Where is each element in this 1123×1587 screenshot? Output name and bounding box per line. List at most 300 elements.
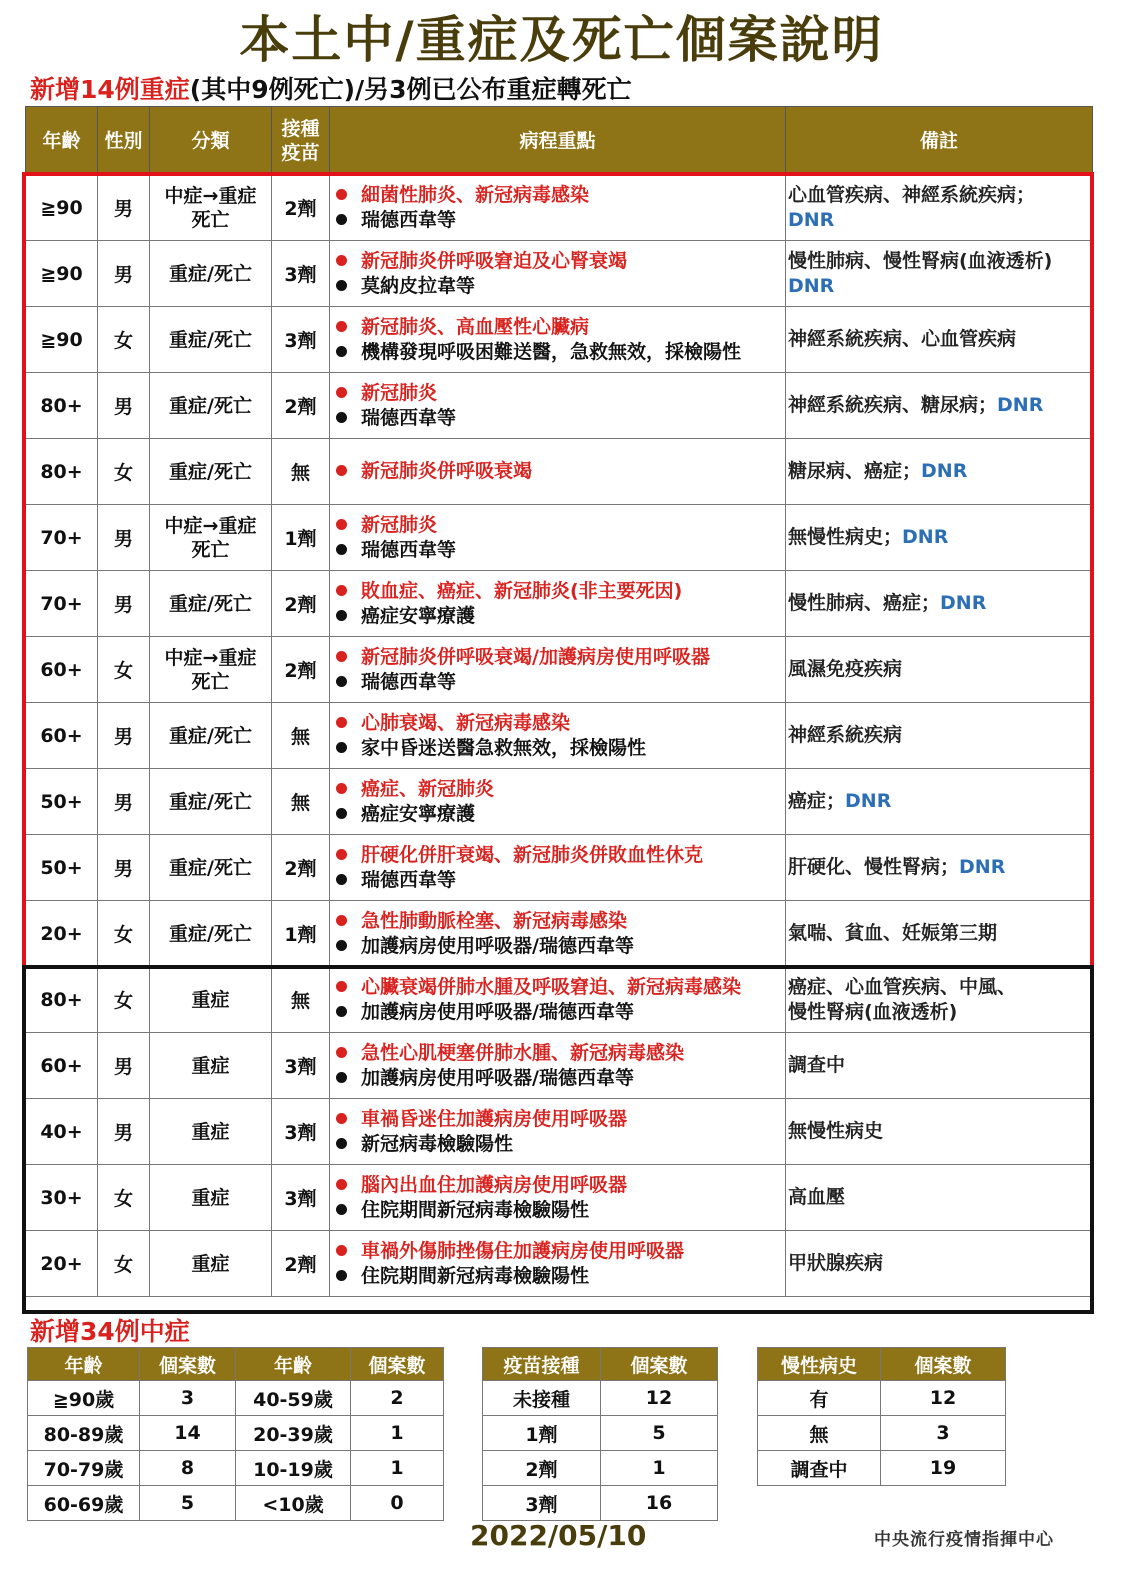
course-cell — [330, 241, 786, 307]
bullet-icon — [336, 874, 347, 885]
header-cell: 慢性病史 — [758, 1348, 881, 1381]
bullet-icon — [336, 940, 347, 951]
table-row — [26, 703, 1093, 769]
course-key-point — [336, 513, 785, 538]
sex-cell: 女 — [98, 637, 150, 703]
bullet-icon — [336, 346, 347, 357]
course-treatment — [336, 868, 785, 893]
table-cell: 70-79歲 — [28, 1451, 140, 1486]
table-cell: 3劑 — [483, 1486, 601, 1521]
dnr-tag: DNR — [940, 592, 987, 614]
category-text: 重症/死亡 — [169, 790, 252, 813]
organization-name: 中央流行疫情指揮中心 — [874, 1530, 1054, 1550]
course-key-point — [336, 183, 785, 208]
age-cell: 60+ — [26, 1033, 98, 1099]
category-text: 重症/死亡 — [169, 262, 252, 285]
note-text: 糖尿病、癌症； — [788, 460, 922, 482]
category-cell — [150, 637, 272, 703]
vaccine-cell: 2劑 — [272, 1231, 330, 1297]
header-cell: 年齡 — [28, 1348, 140, 1381]
table-cell: 40-59歲 — [236, 1381, 351, 1416]
table-cell: 14 — [140, 1416, 236, 1451]
table-row — [26, 505, 1093, 571]
category-cell — [150, 373, 272, 439]
header-cell: 個案數 — [881, 1348, 1006, 1381]
table-cell: 12 — [601, 1381, 718, 1416]
course-treatment-text: 瑞德西韋等 — [361, 868, 457, 891]
sex-cell: 女 — [98, 1231, 150, 1297]
course-key-text: 新冠肺炎 — [361, 381, 438, 404]
sex-cell: 男 — [98, 175, 150, 241]
dnr-tag: DNR — [902, 526, 949, 548]
bullet-icon — [336, 717, 347, 728]
bullet-icon — [336, 1047, 347, 1058]
course-key-text: 新冠肺炎併呼吸衰竭 — [361, 460, 533, 482]
course-treatment — [336, 538, 785, 563]
note-text: 慢性肺病、癌症； — [788, 592, 941, 614]
course-cell — [330, 1231, 786, 1297]
course-treatment-text: 住院期間新冠病毒檢驗陽性 — [361, 1198, 590, 1221]
course-cell — [330, 1033, 786, 1099]
category-text: 死亡 — [191, 670, 230, 693]
table-cell: 2劑 — [483, 1451, 601, 1486]
note-text: 風濕免疫疾病 — [788, 658, 903, 680]
course-cell — [330, 637, 786, 703]
course-treatment-text: 新冠病毒檢驗陽性 — [361, 1132, 514, 1155]
dnr-tag: DNR — [959, 856, 1006, 878]
category-text: 重症/死亡 — [169, 856, 252, 879]
sex-cell: 女 — [98, 901, 150, 967]
note-cell — [786, 1231, 1093, 1297]
category-cell — [150, 901, 272, 967]
category-cell — [150, 1231, 272, 1297]
bullet-icon — [336, 465, 347, 476]
table-row — [26, 307, 1093, 373]
category-cell — [150, 1033, 272, 1099]
note-cell — [786, 769, 1093, 835]
category-text: 重症 — [191, 1186, 230, 1209]
course-key-point — [336, 1041, 785, 1066]
vaccine-cell: 1劑 — [272, 505, 330, 571]
course-treatment-text: 家中昏迷送醫急救無效，採檢陽性 — [361, 736, 647, 759]
course-treatment — [336, 1066, 785, 1091]
bullet-icon — [336, 387, 347, 398]
table-row — [28, 1416, 444, 1451]
sex-cell: 女 — [98, 967, 150, 1033]
vaccine-cell: 無 — [272, 703, 330, 769]
bullet-icon — [336, 1245, 347, 1256]
dnr-tag: DNR — [845, 790, 892, 812]
table-cell: <10歲 — [236, 1486, 351, 1521]
course-treatment — [336, 736, 785, 761]
category-cell — [150, 571, 272, 637]
vaccine-cell: 無 — [272, 967, 330, 1033]
category-cell — [150, 1099, 272, 1165]
bullet-icon — [336, 544, 347, 555]
category-cell — [150, 703, 272, 769]
course-treatment — [336, 604, 785, 629]
vaccine-cell: 2劑 — [272, 175, 330, 241]
age-cell: 20+ — [26, 1231, 98, 1297]
category-text: 重症 — [191, 1120, 230, 1143]
note-text: 無慢性病史； — [788, 526, 903, 548]
page-title: 本土中/重症及死亡個案說明 — [239, 11, 884, 69]
table-cell: 60-69歲 — [28, 1486, 140, 1521]
table-header-row — [28, 1348, 444, 1381]
table-cell: 1 — [351, 1416, 444, 1451]
dnr-tag: DNR — [788, 274, 835, 297]
note-cell — [786, 505, 1093, 571]
table-row — [28, 1451, 444, 1486]
course-cell — [330, 505, 786, 571]
note-cell — [786, 307, 1093, 373]
note-text: 癌症、心血管疾病、中風、 — [788, 975, 1017, 998]
table-cell: 80-89歲 — [28, 1416, 140, 1451]
note-text: 氣喘、貧血、妊娠第三期 — [788, 922, 998, 944]
moderate-age-table — [27, 1347, 444, 1521]
note-text: 慢性肺病、慢性腎病(血液透析) — [788, 249, 1053, 272]
table-row — [483, 1451, 718, 1486]
course-key-point — [336, 315, 785, 340]
table-row — [26, 835, 1093, 901]
bullet-icon — [336, 849, 347, 860]
course-key-point — [336, 645, 785, 670]
course-key-point — [336, 843, 785, 868]
header-cell: 個案數 — [601, 1348, 718, 1381]
table-cell: 16 — [601, 1486, 718, 1521]
table-row — [26, 1099, 1093, 1165]
course-treatment-text: 機構發現呼吸困難送醫，急救無效，採檢陽性 — [361, 340, 742, 363]
vaccine-cell: 2劑 — [272, 637, 330, 703]
course-key-text: 車禍外傷肺挫傷住加護病房使用呼吸器 — [361, 1239, 685, 1262]
course-cell — [330, 835, 786, 901]
note-text: 神經系統疾病、糖尿病； — [788, 394, 998, 416]
course-treatment — [336, 802, 785, 827]
table-cell: 無 — [758, 1416, 881, 1451]
note-text: 高血壓 — [788, 1186, 846, 1208]
age-cell: 80+ — [26, 373, 98, 439]
note-cell — [786, 1099, 1093, 1165]
category-text: 死亡 — [191, 208, 230, 231]
category-cell — [150, 307, 272, 373]
table-row — [758, 1416, 1006, 1451]
course-key-text: 心肺衰竭、新冠病毒感染 — [361, 711, 571, 734]
bullet-icon — [336, 189, 347, 200]
course-cell — [330, 769, 786, 835]
table-row — [28, 1381, 444, 1416]
course-treatment-text: 住院期間新冠病毒檢驗陽性 — [361, 1264, 590, 1287]
course-treatment-text: 瑞德西韋等 — [361, 208, 457, 231]
vaccine-cell: 3劑 — [272, 241, 330, 307]
table-row — [483, 1381, 718, 1416]
moderate-chronic-table — [757, 1347, 1006, 1486]
table-cell: 3 — [140, 1381, 236, 1416]
report-date: 2022/05/10 — [470, 1519, 647, 1552]
course-treatment-text: 加護病房使用呼吸器/瑞德西韋等 — [361, 1000, 634, 1023]
age-cell: 80+ — [26, 967, 98, 1033]
note-cell — [786, 241, 1093, 307]
header-category: 分類 — [150, 107, 272, 175]
course-treatment — [336, 208, 785, 233]
table-row — [26, 637, 1093, 703]
category-text: 死亡 — [191, 538, 230, 561]
age-cell: 60+ — [26, 637, 98, 703]
age-cell: 70+ — [26, 505, 98, 571]
category-text: 重症/死亡 — [169, 460, 252, 483]
table-cell: 20-39歲 — [236, 1416, 351, 1451]
course-key-point — [336, 711, 785, 736]
course-key-text: 癌症、新冠肺炎 — [361, 777, 495, 800]
header-cell: 個案數 — [351, 1348, 444, 1381]
category-cell — [150, 175, 272, 241]
course-key-point — [336, 1107, 785, 1132]
course-treatment — [336, 1198, 785, 1223]
course-cell — [330, 703, 786, 769]
table-cell: 1 — [351, 1451, 444, 1486]
note-cell — [786, 835, 1093, 901]
age-cell: 80+ — [26, 439, 98, 505]
sex-cell: 男 — [98, 373, 150, 439]
vaccine-cell: 2劑 — [272, 373, 330, 439]
course-key-text: 新冠肺炎、高血壓性心臟病 — [361, 315, 590, 338]
bullet-icon — [336, 981, 347, 992]
bullet-icon — [336, 1072, 347, 1083]
course-key-point — [336, 777, 785, 802]
category-text: 中症→重症 — [164, 514, 257, 537]
table-header-row — [26, 107, 1093, 175]
age-cell: 50+ — [26, 835, 98, 901]
bullet-icon — [336, 1270, 347, 1281]
course-treatment — [336, 1132, 785, 1157]
bullet-icon — [336, 519, 347, 530]
category-cell — [150, 505, 272, 571]
sex-cell: 男 — [98, 505, 150, 571]
sex-cell: 男 — [98, 1033, 150, 1099]
severe-count: 新增14例重症 — [30, 75, 190, 104]
age-cell: 60+ — [26, 703, 98, 769]
table-row — [26, 373, 1093, 439]
course-key-point — [336, 909, 785, 934]
category-text: 重症 — [191, 1252, 230, 1275]
sex-cell: 男 — [98, 571, 150, 637]
header-cell: 疫苗接種 — [483, 1348, 601, 1381]
course-treatment — [336, 274, 785, 299]
category-text: 重症 — [191, 1054, 230, 1077]
course-key-point — [336, 1173, 785, 1198]
severe-case-table — [25, 106, 1093, 1297]
bullet-icon — [336, 783, 347, 794]
table-header-row — [758, 1348, 1006, 1381]
course-treatment-text: 癌症安寧療護 — [361, 802, 476, 825]
category-text: 重症/死亡 — [169, 394, 252, 417]
category-text: 重症/死亡 — [169, 724, 252, 747]
bullet-icon — [336, 1179, 347, 1190]
bullet-icon — [336, 255, 347, 266]
dnr-tag: DNR — [997, 394, 1044, 416]
category-text: 重症/死亡 — [169, 328, 252, 351]
course-cell — [330, 439, 786, 505]
vaccine-cell: 3劑 — [272, 1099, 330, 1165]
vaccine-cell: 無 — [272, 439, 330, 505]
table-cell: 2 — [351, 1381, 444, 1416]
note-text: 甲狀腺疾病 — [788, 1252, 884, 1274]
course-key-text: 細菌性肺炎、新冠病毒感染 — [361, 183, 590, 206]
course-key-text: 新冠肺炎併呼吸窘迫及心腎衰竭 — [361, 249, 628, 272]
table-row — [26, 571, 1093, 637]
vaccine-cell: 1劑 — [272, 901, 330, 967]
note-text: 無慢性病史 — [788, 1120, 884, 1142]
course-key-point — [336, 1239, 785, 1264]
table-row — [26, 769, 1093, 835]
course-key-text: 急性肺動脈栓塞、新冠病毒感染 — [361, 909, 628, 932]
bullet-icon — [336, 808, 347, 819]
table-cell: 10-19歲 — [236, 1451, 351, 1486]
vaccine-cell: 2劑 — [272, 835, 330, 901]
table-cell: 1劑 — [483, 1416, 601, 1451]
note-cell — [786, 637, 1093, 703]
table-cell: 0 — [351, 1486, 444, 1521]
category-cell — [150, 439, 272, 505]
note-cell — [786, 373, 1093, 439]
table-row — [483, 1486, 718, 1521]
sex-cell: 女 — [98, 307, 150, 373]
note-cell — [786, 175, 1093, 241]
note-cell — [786, 439, 1093, 505]
category-cell — [150, 967, 272, 1033]
bullet-icon — [336, 1006, 347, 1017]
table-cell: 未接種 — [483, 1381, 601, 1416]
table-cell: 3 — [881, 1416, 1006, 1451]
moderate-title: 新增34例中症 — [30, 1317, 190, 1346]
death-note: (其中9例死亡)/另3例已公布重症轉死亡 — [189, 75, 632, 104]
bullet-icon — [336, 1204, 347, 1215]
bullet-icon — [336, 610, 347, 621]
course-treatment — [336, 406, 785, 431]
table-row — [483, 1416, 718, 1451]
table-cell: ≧90歲 — [28, 1381, 140, 1416]
course-key-point — [336, 249, 785, 274]
header-age: 年齡 — [26, 107, 98, 175]
age-cell: 70+ — [26, 571, 98, 637]
bullet-icon — [336, 915, 347, 926]
vaccine-cell: 3劑 — [272, 1165, 330, 1231]
course-treatment-text: 加護病房使用呼吸器/瑞德西韋等 — [361, 1066, 634, 1089]
course-key-text: 敗血症、癌症、新冠肺炎(非主要死因) — [361, 579, 683, 602]
table-row — [26, 901, 1093, 967]
table-cell: 19 — [881, 1451, 1006, 1486]
note-cell — [786, 1165, 1093, 1231]
category-cell — [150, 241, 272, 307]
course-key-point — [336, 579, 785, 604]
course-cell — [330, 901, 786, 967]
category-text: 中症→重症 — [164, 184, 257, 207]
vaccine-cell: 2劑 — [272, 571, 330, 637]
course-cell — [330, 307, 786, 373]
vaccine-cell: 無 — [272, 769, 330, 835]
note-cell — [786, 901, 1093, 967]
header-vaccine — [272, 107, 330, 175]
course-treatment — [336, 1264, 785, 1289]
category-text: 重症/死亡 — [169, 592, 252, 615]
header-course: 病程重點 — [330, 107, 786, 175]
vaccine-cell: 3劑 — [272, 1033, 330, 1099]
sex-cell: 男 — [98, 769, 150, 835]
note-text: 肝硬化、慢性腎病； — [788, 856, 960, 878]
course-cell — [330, 967, 786, 1033]
table-cell: 調查中 — [758, 1451, 881, 1486]
category-text: 重症/死亡 — [169, 922, 252, 945]
dnr-tag: DNR — [921, 460, 968, 482]
bullet-icon — [336, 214, 347, 225]
age-cell: 20+ — [26, 901, 98, 967]
course-treatment-text: 莫納皮拉韋等 — [361, 274, 476, 297]
course-key-point — [336, 381, 785, 406]
sex-cell: 男 — [98, 241, 150, 307]
category-cell — [150, 1165, 272, 1231]
course-cell — [330, 1099, 786, 1165]
course-treatment — [336, 934, 785, 959]
note-text: 心血管疾病、神經系統疾病； — [788, 183, 1036, 206]
table-row — [26, 967, 1093, 1033]
header-sex: 性別 — [98, 107, 150, 175]
course-cell — [330, 175, 786, 241]
course-treatment-text: 加護病房使用呼吸器/瑞德西韋等 — [361, 934, 634, 957]
severe-subtitle — [30, 74, 632, 106]
moderate-vaccine-table — [482, 1347, 718, 1521]
bullet-icon — [336, 585, 347, 596]
bullet-icon — [336, 321, 347, 332]
vaccine-cell: 3劑 — [272, 307, 330, 373]
note-text: 癌症； — [788, 790, 846, 812]
table-row — [758, 1451, 1006, 1486]
course-treatment-text: 瑞德西韋等 — [361, 406, 457, 429]
sex-cell: 女 — [98, 439, 150, 505]
table-cell: 1 — [601, 1451, 718, 1486]
header-cell: 年齡 — [236, 1348, 351, 1381]
table-row — [26, 1033, 1093, 1099]
note-text: 慢性腎病(血液透析) — [788, 1000, 958, 1023]
sex-cell: 男 — [98, 835, 150, 901]
note-cell — [786, 1033, 1093, 1099]
age-cell: 40+ — [26, 1099, 98, 1165]
course-treatment — [336, 340, 785, 365]
course-treatment-text: 癌症安寧療護 — [361, 604, 476, 627]
table-cell: 5 — [140, 1486, 236, 1521]
sex-cell: 男 — [98, 1099, 150, 1165]
age-cell: ≧90 — [26, 307, 98, 373]
note-cell — [786, 703, 1093, 769]
course-key-text: 車禍昏迷住加護病房使用呼吸器 — [361, 1107, 628, 1130]
bullet-icon — [336, 651, 347, 662]
note-text: 調查中 — [788, 1054, 846, 1076]
note-cell — [786, 967, 1093, 1033]
table-row — [26, 439, 1093, 505]
bullet-icon — [336, 412, 347, 423]
course-key-point — [336, 459, 785, 484]
course-treatment — [336, 1000, 785, 1025]
note-cell — [786, 571, 1093, 637]
course-key-text: 腦內出血住加護病房使用呼吸器 — [361, 1173, 628, 1196]
course-treatment-text: 瑞德西韋等 — [361, 538, 457, 561]
header-vaccine-line1: 接種 — [281, 117, 320, 140]
table-cell: 5 — [601, 1416, 718, 1451]
course-key-text: 新冠肺炎 — [361, 513, 438, 536]
dnr-tag: DNR — [788, 208, 835, 231]
age-cell: ≧90 — [26, 175, 98, 241]
course-key-text: 急性心肌梗塞併肺水腫、新冠病毒感染 — [361, 1041, 685, 1064]
table-row — [28, 1486, 444, 1521]
course-cell — [330, 571, 786, 637]
